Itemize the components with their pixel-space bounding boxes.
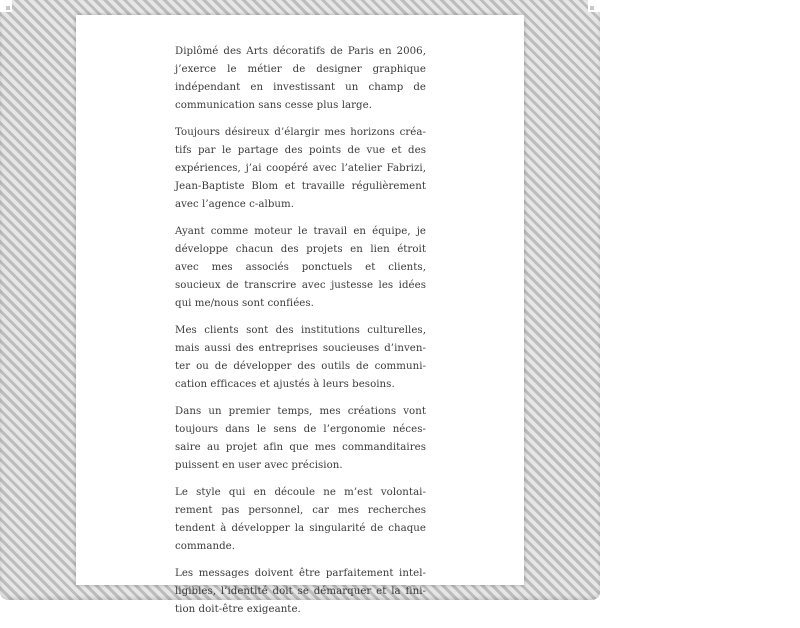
bio-paragraph: Mes clients sont des institutions culturelles, mais aussi des entreprises soucieuses d’inven-ter ou de développer des outils de communi-cation efficaces et ajustés à leurs besoins. (175, 325, 426, 390)
bio-paragraph: Le style qui en découle ne m’est volontai-rement pas personnel, car mes recherches tendent à développer la singularité de chaque commande. (175, 487, 426, 552)
bio-paragraph: Ayant comme moteur le travail en équipe, je développe chacun des projets en lien étroit avec mes associés ponctuels et clients, soucieux de transcrire avec justesse les idées qui me/nous sont confiées. (175, 226, 426, 309)
bio-paragraph: Toujours désireux d’élargir mes horizons créa-tifs par le partage des points de vue et des expériences, j’ai coopéré avec l’atelier Fabrizi, Jean-Baptiste Blom et travaille régulièrement avec l’agence c-album. (175, 127, 426, 210)
frame-corner-left (0, 0, 12, 12)
bio-text (175, 43, 426, 628)
content-panel (76, 15, 524, 615)
frame-corner-right (588, 0, 600, 12)
bio-paragraph: Diplômé des Arts décoratifs de Paris en 2006, j’exerce le métier de designer graphique indépendant en investissant un champ de communication sans cesse plus large. (175, 46, 426, 111)
bio-paragraph: Dans un premier temps, mes créations vont toujours dans le sens de l’ergonomie néces-saire au projet afin que mes commanditaires puissent en user avec précision. (175, 406, 426, 471)
bio-paragraph: Les messages doivent être parfaitement intel-ligibles, l’identité doit se démarquer et la fini-tion doit-être exigeante. (175, 568, 426, 615)
